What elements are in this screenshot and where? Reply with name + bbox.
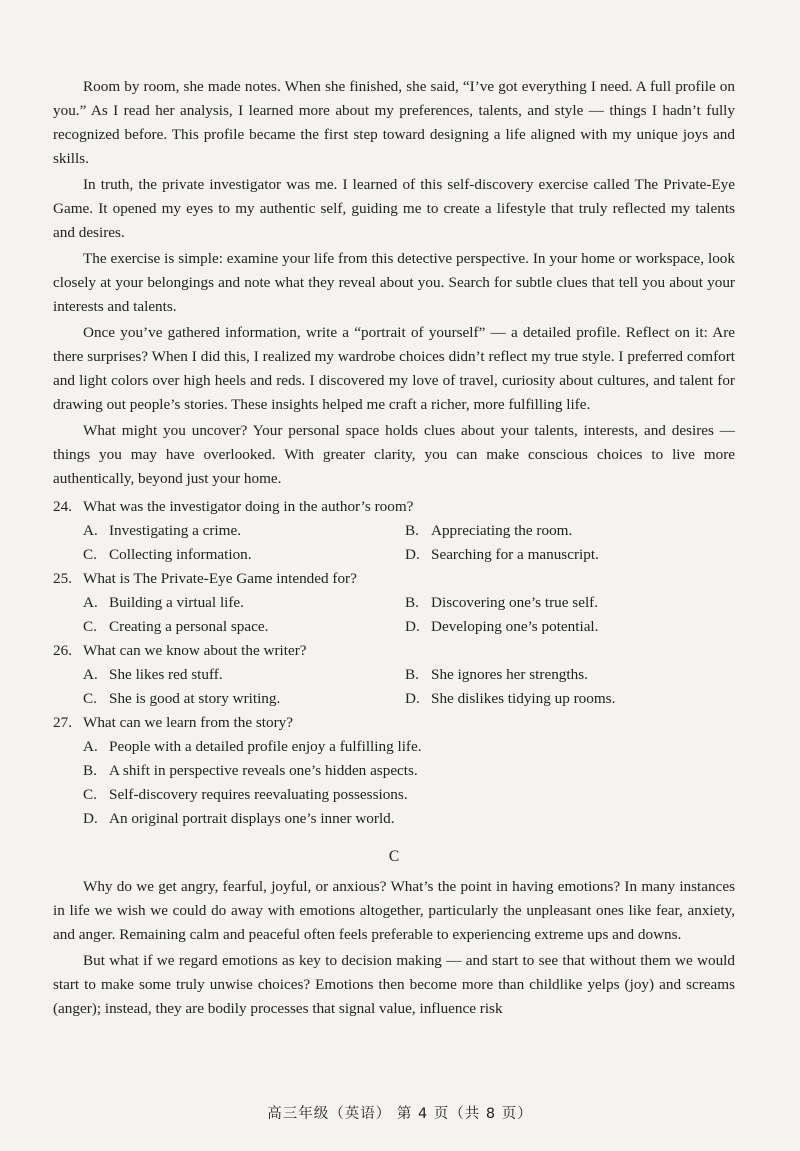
- question-27: [53, 711, 735, 831]
- question-number: 24.: [53, 498, 72, 515]
- question-26: [53, 639, 735, 711]
- passage-paragraph: Room by room, she made notes. When she finished, she said, “I’ve got everything I need. A full profile on you.” As I read her analysis, I learned more about my preferences, talents, and style — things I hadn’t fully recognized before. This profile became the first step toward designing a life aligned with my unique joys and skills.: [53, 78, 735, 167]
- option-d: D. Developing one’s potential.: [405, 618, 599, 635]
- option-d: D. An original portrait displays one’s inner world.: [83, 810, 395, 827]
- question-stem: What can we learn from the story?: [83, 714, 293, 731]
- option-b: B. A shift in perspective reveals one’s hidden aspects.: [83, 762, 418, 779]
- section-c-title: C: [388, 848, 400, 865]
- option-a: A. Building a virtual life.: [83, 594, 244, 611]
- option-c: C. Self-discovery requires reevaluating possessions.: [83, 786, 408, 803]
- option-d: D. Searching for a manuscript.: [405, 546, 599, 563]
- option-b: B. She ignores her strengths.: [405, 666, 588, 683]
- question-number: 26.: [53, 642, 72, 659]
- page-footer: 高三年级（英语） 第 4 页（共 8 页）: [267, 1106, 533, 1122]
- question-stem: What was the investigator doing in the author’s room?: [83, 498, 414, 515]
- passage-paragraph: Once you’ve gathered information, write a “portrait of yourself” — a detailed profile. Reflect on it: Are there surprises? When I did this, I realized my wardrobe choices didn’t reflect my true style. I preferred comfort and light colors over high heels and reds. I discovered my love of travel, curiosity about cultures, and talent for drawing out people’s stories. These insights helped me craft a richer, more fulfilling life.: [53, 324, 735, 413]
- passage-c: [53, 875, 735, 1021]
- passage-paragraph: The exercise is simple: examine your life from this detective perspective. In your home or workspace, look closely at your belongings and note what they reveal about you. Search for subtle clues that tell you about your interests and talents.: [53, 250, 735, 315]
- option-a: A. People with a detailed profile enjoy a fulfilling life.: [83, 738, 422, 755]
- option-c: C. She is good at story writing.: [83, 690, 281, 707]
- question-list: [53, 495, 735, 831]
- passage-paragraph: But what if we regard emotions as key to decision making — and start to see that without them we would start to make some truly unwise choices? Emotions then become more than childlike yelps (joy) and screams (anger); instead, they are bodily processes that signal value, influence risk: [53, 952, 735, 1017]
- question-24: [53, 495, 735, 567]
- question-stem: What is The Private-Eye Game intended for?: [83, 570, 357, 587]
- option-b: B. Appreciating the room.: [405, 522, 573, 539]
- question-25: [53, 567, 735, 639]
- question-number: 25.: [53, 570, 72, 587]
- passage-paragraph: What might you uncover? Your personal space holds clues about your talents, interests, and desires — things you may have overlooked. With greater clarity, you can make conscious choices to live more authentically, beyond just your home.: [53, 422, 735, 487]
- page-content: [53, 75, 735, 1023]
- option-d: D. She dislikes tidying up rooms.: [405, 690, 616, 707]
- option-a: A. She likes red stuff.: [83, 666, 223, 683]
- passage-paragraph: In truth, the private investigator was me. I learned of this self-discovery exercise called The Private-Eye Game. It opened my eyes to my authentic self, guiding me to create a lifestyle that truly reflected my talents and desires.: [53, 176, 735, 241]
- option-b: B. Discovering one’s true self.: [405, 594, 599, 611]
- question-stem: What can we know about the writer?: [83, 642, 307, 659]
- passage-paragraph: Why do we get angry, fearful, joyful, or anxious? What’s the point in having emotions? In many instances in life we wish we could do away with emotions altogether, particularly the unpleasant ones like fear, anxiety, and anger. Remaining calm and peaceful often feels preferable to experiencing extreme ups and downs.: [53, 878, 735, 943]
- question-number: 27.: [53, 714, 72, 731]
- option-c: C. Creating a personal space.: [83, 618, 269, 635]
- option-a: A. Investigating a crime.: [83, 522, 242, 539]
- option-c: C. Collecting information.: [83, 546, 252, 563]
- passage-b: [53, 75, 735, 491]
